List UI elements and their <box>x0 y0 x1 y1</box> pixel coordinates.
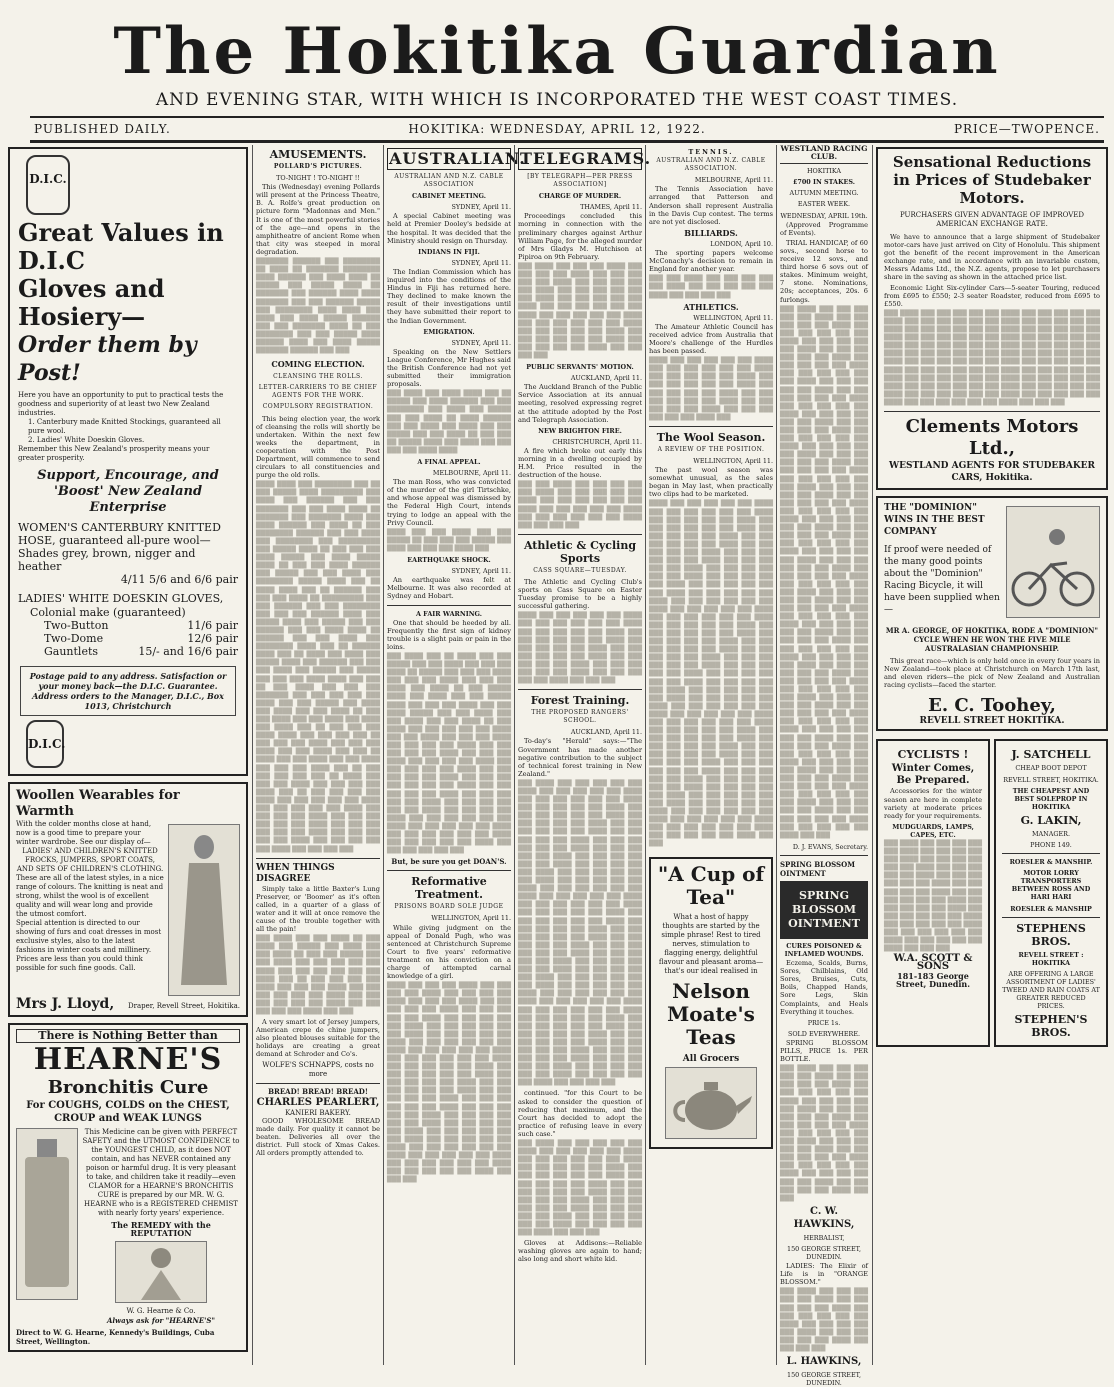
amusements-sub: POLLARD'S PICTURES. <box>273 163 363 170</box>
subhead: NEW BRIGHTON FIRE. <box>538 426 622 435</box>
medicine-bottle-icon <box>17 1129 77 1299</box>
dateline: AUCKLAND, April 11. <box>570 374 642 383</box>
hearne-sub: Bronchitis Cure <box>47 1077 209 1099</box>
subhead: A FINAL APPEAL. <box>417 458 481 466</box>
racing-date: WEDNESDAY, APRIL 19th. <box>780 211 868 220</box>
story-body: A fire which broke out early this morning in a dwelling occupied by H.M. Price resulted in the destruction of the house. <box>518 446 642 480</box>
lakin-phone: PHONE 149. <box>1030 841 1072 849</box>
stephens-heading: STEPHEN'S BROS. <box>1014 1013 1088 1040</box>
subhead: INDIANS IN FIJI. <box>418 247 480 256</box>
racing-place: HOKITIKA <box>806 167 842 176</box>
jumpers-notice: A very smart lot of Jersey jumpers, American crepe de chine jumpers, also pleated blouses suitable for the holidays are creating a great demand at Schroder and Co's. <box>256 1018 380 1059</box>
teapot-illustration <box>665 1067 757 1139</box>
hearne-advert <box>8 1023 248 1352</box>
spring-sold: SOLD EVERYWHERE. <box>787 1029 861 1038</box>
when-body: Simply take a little Baxter's Lung Preserver, or 'Boomer' as it's often called, in a quarter of a glass of water and it will at once remove the cause of the trouble together with all the pain! <box>256 884 380 934</box>
body-text-filler: ███ ████ ███ ███ ███ ████ ███ ███ ███ ███ ████ ███ ███ ███ ███ ███ ████ ███ ███ ███ ███ ███ ████ ███ ███ ███ ███ ███ ███ ████ ███ ███ ███ ███ ███ ████ ███ ███ ███ ███ ███ ███ ████ ███ ███ ███ ███ ███ ████ ███ ███ ███ ███ ███ ███ ████ ███ ███ ███ ███ ███ ████ ███ ███ ███ ███ ███ ███ ████ ███ ███ ███ ███ ███ ████ ███ ███ ███ ███ <box>518 262 642 359</box>
column-2 <box>256 145 380 1365</box>
separator <box>649 426 773 427</box>
dic-headline-1: Great Values in D.I.C <box>18 218 224 275</box>
dateline: LONDON, April 10. <box>710 239 773 248</box>
story-body: Speaking on the New Settlers League Conference, Mr Hughes said the British Conference had not yet submitted their immigration proposals. <box>387 347 511 389</box>
satchell-sub: CHEAP BOOT DEPOT <box>1015 764 1087 773</box>
hearne-for: For COUGHS, COLDS on the CHEST, CROUP and WEAK LUNGS <box>26 1100 230 1125</box>
dominion-more: This great race—which is only held once in every four years in New Zealand—took place at Christchurch on March 17th last, and eleven riders—the pick of New Zealand and Australian racing cyclists—faced the starter. <box>884 656 1100 690</box>
hearne-top: There is Nothing Better than <box>16 1029 240 1043</box>
story-body: The Amateur Athletic Council has received advice from Australia that Moore's challenge of the Hurdles has been passed. <box>649 322 773 356</box>
body-text-filler: ███████ ██████ ███ ████████ ██ ████ ██ ███████ ████████ ████ ██████ ███ ████ ████ ██ █████ ███ █████ ████ ██ ███████ ███ ██████ ████ ████ ███████ ███ ███ ██████ █████ ███ ████████ ████ ████ ███ ████ ███ ████ █████ ██████ ███ ███ ███████ ████ ██ ███ ████████ ███ ███ █████ ████ ██████ ████ ███ ████ █████ ███████ ██████ ███ ███ <box>256 258 380 355</box>
spring-pills: SPRING BLOSSOM PILLS, PRICE 1s. PER BOTTLE. <box>780 1038 868 1064</box>
bicycle-icon <box>1007 507 1099 617</box>
hearne-company: W. G. Hearne & Co. <box>126 1307 196 1316</box>
column-rule <box>514 145 515 1365</box>
coming-election: COMING ELECTION. <box>271 359 365 370</box>
bread-heading: BREAD! BREAD! BREAD! <box>268 1086 368 1096</box>
dateline: THAMES, April 11. <box>580 203 642 212</box>
hawkins-ladies: LADIES: The Elixir of Life is in "ORANGE BLOSSOM." <box>780 1262 868 1287</box>
lloyd-advert <box>8 782 248 1017</box>
studebaker-sub: PURCHASERS GIVEN ADVANTAGE OF IMPROVED AMERICAN EXCHANGE RATE. <box>899 211 1085 228</box>
dic-support: Support, Encourage, and 'Boost' New Zealand Enterprise <box>37 468 219 515</box>
body-text-filler: ████ ███ ███ ███ ███ ███ ████ ███ ███ ███ ███ ███ ███ ████ ███ ███ ███ ███ ███ ████ ███ ███ ███ ███ ███ ███ ████ ███ ███ ███ ███ ███ ████ ███ ███ ███ ███ ███ ███ ████ ███ ███ ███ ███ ███ ████ ███ ███ ███ ███ ███ ███ ████ ███ <box>649 357 773 421</box>
newspaper-page <box>8 144 1108 1387</box>
hearne-ask: Always ask for "HEARNE'S" <box>106 1316 216 1326</box>
wool-body: The past wool season was somewhat unusual, as the sales began in May last, when practically two clips had to be marketed. <box>649 466 773 499</box>
dic-item-2: 2. Ladies' White Doeskin Gloves. <box>28 436 145 444</box>
dateline: MELBOURNE, April 11. <box>432 469 511 478</box>
scott-address: 181-183 George Street, Dunedin. <box>895 970 971 989</box>
separator <box>518 689 642 690</box>
reformative-sub: PRISONS BOARD SOLE JUDGE <box>394 903 504 911</box>
dic-gloves-row: Two-Button 11/6 pair <box>44 619 238 632</box>
subhead: CHARGE OF MURDER. <box>538 192 622 201</box>
body-text-filler: ████ ███ ███ ████ ███ ███ █████ ██ ███ ███ ███ █████ ███ ████ ███ ███ ███ ████ ███ <box>387 528 511 552</box>
cable-association: AUSTRALIAN AND N.Z. CABLE ASSOCIATION <box>394 173 504 189</box>
body-text-filler: ████ ███ ███ ███ ███ ███ ████ ███ ███ ███ ███ ███ ███ ████ ███ ███ ███ ███ ███ ████ ███ ███ ███ ███ ███ ███ ████ ███ ███ ███ ███ ███ ████ ███ ███ ███ ███ ███ ███ ████ ███ ███ ███ ███ ███ ████ ███ ███ ███ ███ ███ ███ ████ ███ ███ ███ ███ ███ ████ ███ ███ ███ ███ ███ ███ ████ ███ ███ ███ ███ ███ ████ ███ ███ ███ ███ ███ ███ ████ ███ ███ ███ ███ ███ ████ ███ ███ ███ ███ ███ ███ ████ ███ ███ ███ ███ ███ ████ ███ ███ ███ ███ ███ ███ ████ ███ ███ ███ ███ ███ ████ ███ ███ ███ ███ ███ ███ ████ ███ ███ ███ ███ ███ ████ ███ ███ ███ ███ ███ ███ ████ ███ ███ ███ ███ ███ ████ ███ ███ ███ ███ ███ ███ ████ ███ ███ ███ ███ ███ ████ ███ ███ ███ ███ ███ ███ ████ ███ ███ ███ ███ ███ ████ ███ ███ ███ ███ ███ ███ ████ ███ ███ ███ ███ ███ ████ ███ ███ ███ ███ ███ ███ ████ ███ ███ ███ ███ ███ ████ ███ ███ ███ ███ ███ ███ ████ ███ ███ ███ ███ ███ ████ ███ ███ ███ ███ ███ ███ ████ ███ ███ ███ ███ ███ ████ ███ ███ ███ ███ ███ ███ ████ ███ ███ ███ ███ ███ ████ ███ ███ ███ ███ ███ ███ ████ ███ ███ ███ ███ ███ ████ ███ ███ ███ ███ ███ ███ ████ ███ ███ ███ ███ ███ ████ ███ ███ ███ ███ ███ ███ ████ ███ ███ ███ ███ ███ ████ ███ ███ ███ ███ ███ ███ ████ ███ ███ ███ ███ ███ ████ ███ ███ ███ ███ ███ ███ ████ ███ ███ ███ ███ ███ ████ ███ ███ <box>649 500 773 848</box>
clements-sub: WESTLAND AGENTS FOR STUDEBAKER CARS, Hokitika. <box>888 460 1096 483</box>
clements-motors: Clements Motors Ltd., <box>905 415 1079 459</box>
spring-blossom-heading: SPRING BLOSSOM OINTMENT <box>780 859 855 878</box>
dic-hose-head: WOMEN'S CANTERBURY KNITTED HOSE, guaranteed all-pure wool— <box>18 521 221 547</box>
story-body: A special Cabinet meeting was held at Premier Dooley's bedside at the hospital. It was decided that the Ministry should resign on Thursday. <box>387 212 511 245</box>
dic-badge-icon: D.I.C. <box>26 720 64 768</box>
dateline: SYDNEY, April 11. <box>451 338 511 347</box>
nelson-moate-teas: Nelson Moate's Teas <box>667 978 755 1049</box>
dic-gloves-row: Two-Dome 12/6 pair <box>44 632 238 645</box>
tea-body: What a host of happy thoughts are started by the simple phrase! Rest to tired nerves, stimulation to flagging energy, delightful flavour and pleasant aroma—that's our ideal realised in <box>658 912 764 975</box>
column-7 <box>876 145 1108 1365</box>
wool-heading: The Wool Season. <box>656 430 766 444</box>
lakin-manager: MANAGER. <box>1032 829 1070 838</box>
hawkins-herbalist: HERBALIST, <box>803 1233 845 1242</box>
column-6 <box>780 144 868 1387</box>
lady-figure-icon <box>116 1242 206 1302</box>
hawkins-street: 150 GEORGE STREET, DUNEDIN. <box>787 1244 861 1261</box>
satchell-advert <box>994 739 1108 1047</box>
baker-name: CHARLES PEARLERT, <box>256 1096 380 1108</box>
forest-heading: Forest Training. <box>530 694 630 708</box>
lakin-name: G. LAKIN, <box>1020 813 1082 827</box>
separator <box>387 870 511 871</box>
amusements-heading: AMUSEMENTS. <box>269 148 367 161</box>
studebaker-advert <box>876 147 1108 490</box>
lloyd-name: Mrs J. Lloyd, <box>16 996 115 1012</box>
column-rule <box>252 145 253 1365</box>
story-body: The sporting papers welcome McConachy's decision to remain in England for another year. <box>649 249 773 274</box>
dominion-proof: If proof were needed of the many good points about the "Dominion" Racing Bicycle, it will have been supplied when— <box>884 544 1000 615</box>
letter-carriers: LETTER-CARRIERS TO BE CHIEF AGENTS FOR THE WORK. <box>258 384 378 400</box>
cheapest: THE CHEAPEST AND BEST SOLEPROP IN HOKITIKA <box>1012 786 1090 811</box>
body-text-filler: ███ ████ ███ ███ ███ ███ ███ ████ ███ ███ ███ ███ ███ ████ ███ ███ ███ ███ ███ ███ ████ ███ ███ ███ ███ ███ ████ ███ ███ ███ ███ ███ ███ ████ ███ ███ ███ ███ ███ ████ ███ ███ ███ ███ ███ ███ ████ ███ ███ ███ ███ ███ ████ ███ ███ ███ ███ ███ ███ ████ ███ ███ ███ ███ ███ ████ ███ ███ ███ ███ ███ ███ ████ ███ ███ ███ ███ ███ ████ ███ ███ <box>780 1065 868 1202</box>
dateline: AUCKLAND, April 11. <box>570 728 642 737</box>
woollen-prices: Prices are less than you could think possible for such fine goods. Call. <box>16 955 143 972</box>
body-text-filler: ███ ████ ███ ███ ███ ███ ███ ████ ███ ███ ███ ███ ███ ████ ███ ███ ███ ███ ███ ███ ████ ███ ███ ███ ███ ███ ████ ███ ███ ███ ███ ███ ███ ████ ███ ███ ███ ███ ███ ████ ███ ███ ███ ███ ███ ███ ████ ███ ███ ███ ███ ███ ████ ███ ███ ███ ███ ███ ███ ████ ███ ███ ███ ███ ███ ████ ███ ███ ███ ███ ███ ███ ████ ███ ███ ███ ███ ███ ████ ███ ███ ███ ███ ███ ███ ████ ███ ███ ███ ███ ███ ████ ███ ███ ███ ███ ███ ███ ████ ███ ███ ███ ███ ███ ████ ███ ███ ███ ███ ███ ███ ████ ███ ███ ███ ███ ███ ████ ███ ███ ███ ███ ███ ███ ████ ███ ███ ███ ███ ███ ████ ███ ███ ███ ███ ███ ███ ████ ███ ███ ███ ███ ███ ████ ███ ███ ███ ███ ███ ███ ████ ███ ███ ███ <box>884 309 1100 406</box>
dic-advert <box>8 147 248 776</box>
spring-body: Eczema, Scalds, Burns, Sores, Chilblains, Old Sores, Bruises, Cuts, Boils, Chapped Hands, Sore Legs, Skin Complaints, and Heals Everything it touches. <box>780 959 868 1016</box>
dic-gloves-make: Colonial make (guaranteed) <box>30 606 186 619</box>
woollen-body: With the colder months close at hand, now is a good time to prepare your winter wardrobe. See our display of— <box>16 820 152 846</box>
column-5 <box>649 145 773 1365</box>
column-3 <box>387 145 526 1365</box>
story-body: The Indian Commission which has inquired into the conditions of the Hindus in Fiji has returned here. They declined to make known the result of their investigations until they have submitted their report to the Indian Government. <box>387 267 511 325</box>
body-text-filler: ███ ████ ███ ██ ████ ███ ███ █████ ███ ███ ████ ███ ███ ███ ████ ██ █████ ███ ███ ███ ████ ███ ███ ███ ████ ███ ███ ███ ████ ███ ████ ██ ███ █████ ████ ███ ████ ███ ███ █████ ████ ███ ███ ███ ████ ███ ███ ████ █████ ███ ███ ████ ███ ███ ████ ███ ███ ████ ██ ███ ████ ███ ███ ███ ███ ███ ████ ███ ███ ████ ███ ███ ███ ████ ███ ███ ███ ███ ████ ███ ███ ███ ███ ███ ████ ███ ███ ███ ████ ███ ███ ███ ███ ████ ███ ███ ███ ███ ███ ████ ███ ███ ███ ███ ███ ████ ███ ███ ███ ███ ███ ███ ███ ████ ███ ███ ███ ███ ███ ████ ███ ███ ███ ███ ███ ████ ███ ███ ███ ███ ███ ███ ████ ███ ███ ███ ███ ████ ███ ███ ███ ███ ███ ███ ████ ███ ███ ███ ███ ███ ████ ███ ███ ███ ███ ███ ███ ████ ███ ███ ███ ███ ███ ████ ███ ███ ███ ███ ███ ███ <box>387 652 511 855</box>
column-rule <box>645 145 646 1365</box>
telegrams-heading: TELEGRAMS. <box>520 149 652 168</box>
hearne-remedy: The REMEDY with the REPUTATION <box>111 1220 211 1239</box>
separator <box>1002 917 1100 918</box>
published-daily: PUBLISHED DAILY. <box>34 122 171 136</box>
racing-events-head: (Approved Programme of Events). <box>780 220 868 237</box>
dic-badge-icon: D.I.C. <box>26 155 70 215</box>
addisons-gloves: Gloves at Addisons:—Reliable washing gloves are again to hand; also long and short white kid. <box>518 1239 642 1264</box>
story-body: An earthquake was felt at Melbourne. It was also recorded at Sydney and Hobart. <box>387 576 511 601</box>
satchell-address: REVELL STREET, HOKITIKA. <box>1003 775 1099 784</box>
forest-sub: THE PROPOSED RANGERS' SCHOOL. <box>531 709 629 725</box>
spring-cures: CURES POISONED & INFLAMED WOUNDS. <box>784 941 864 958</box>
racing-club-heading: WESTLAND RACING CLUB. <box>780 145 868 164</box>
winter-heading: Winter Comes, Be Prepared. <box>891 763 975 787</box>
press-association: [BY TELEGRAPH—PER PRESS ASSOCIATION] <box>527 173 633 189</box>
separator <box>387 605 511 606</box>
dic-postage: Postage paid to any address. Satisfaction or your money back—the D.I.C. Guarantee. Address orders to the Manager, D.I.C., Box 1013, Christchurch <box>20 666 236 716</box>
separator <box>1002 853 1100 854</box>
subhead: CABINET MEETING. <box>412 192 486 201</box>
separator <box>256 858 380 859</box>
dic-item-1: 1. Canterbury made Knitted Stockings, guaranteed all pure wool. <box>28 418 221 435</box>
hawkins-name: L. HAWKINS, <box>786 1356 862 1368</box>
dateline: SYDNEY, April 11. <box>451 258 511 267</box>
toohey-address: REVELL STREET HOKITIKA. <box>919 716 1065 727</box>
racing-secretary: D. J. EVANS, Secretary. <box>792 842 868 851</box>
subhead: PUBLIC SERVANTS' MOTION. <box>526 363 634 372</box>
athletic-heading: Athletic & Cycling Sports <box>523 538 637 565</box>
woman-figure-icon <box>169 825 239 995</box>
cyclists-advert <box>876 739 990 1047</box>
stephens-heading: STEPHENS BROS. <box>1016 921 1086 948</box>
racing-meeting: AUTUMN MEETING. <box>789 189 859 198</box>
dateline: WELLINGTON, April 11. <box>431 914 511 923</box>
cyclist-illustration <box>1006 506 1100 618</box>
compulsory-registration: COMPULSORY REGISTRATION. <box>262 403 374 411</box>
woollen-attention: Special attention is directed to our showing of furs and coat dresses in most exclusive styles, also to the latest fashions in winter coats and millinery. <box>16 919 162 954</box>
separator <box>884 411 1100 412</box>
dic-hose-price: 4/11 5/6 and 6/6 pair <box>120 573 238 586</box>
hearne-name: HEARNE'S <box>33 1042 223 1078</box>
body-text-filler: ███ ███ ████ ███ ███ ███ ███ ███ ████ ███ ███ ███ ███ ███ ████ ███ ███ ███ ███ ███ ███ ████ ███ ███ ███ ███ ███ ████ ███ ███ ███ ███ ███ ███ ████ ███ ███ ███ ███ <box>518 481 642 529</box>
masthead-rule-bottom <box>30 140 1104 143</box>
stephens-address: REVELL STREET : HOKITIKA <box>1018 950 1084 967</box>
body-text-filler: ███ ████ ███ ███ ███ ███ ███ ████ ███ ███ ███ ███ ███ ████ ███ ███ ███ ███ ███ ███ ████ ███ ███ ███ ███ ███ ████ ███ ███ ███ ███ ███ ███ ████ ███ ███ ███ ███ ███ ████ ███ ███ ███ ███ ███ ███ ████ ███ ███ ███ ███ ███ ████ ███ ███ ███ ███ ███ ███ ████ ███ ███ ███ ███ ███ ████ ███ ███ ███ ███ ███ ███ ████ ███ ███ ███ ███ ███ ████ ███ ███ ███ ███ ███ ███ ████ ███ ███ ███ ███ ███ ████ ███ ███ ███ ███ ███ ███ ████ ███ ███ ███ ███ ███ ████ ███ ███ ███ ███ ███ ███ ████ ███ ███ ███ ███ ███ ████ ███ ███ ███ ███ ███ ███ ████ ███ ███ ███ ███ ███ ████ ███ ███ ███ ███ ███ ███ ████ ███ ███ ███ ███ ███ ████ ███ ███ ███ ███ ███ ███ ████ ███ ███ ███ ███ ███ ████ ███ ███ ███ ███ ███ ███ ████ ███ ███ ███ ███ ███ ████ ███ ███ ███ ███ ███ ███ ████ ███ ███ ███ ███ ███ ████ ███ ███ ███ ███ ███ ███ ████ ███ ███ ███ ███ ███ ████ ███ ███ ███ ███ ███ ███ ████ ███ ███ ███ ███ ███ ████ ███ ███ ███ ███ ███ ███ ████ ███ ███ ███ ███ ███ ████ ███ ███ ███ ███ ███ ███ ████ ███ ███ ███ ███ ███ ████ ███ ███ ███ ███ ███ ███ ████ ███ ███ ███ ███ ███ ████ ███ ███ ███ ███ ███ ███ ████ ███ ███ ███ ███ ███ ████ ███ ███ ███ ███ ███ ███ ████ ███ ███ ███ ███ ███ ████ ███ ███ ███ ███ ███ ███ ████ ███ ███ ███ ███ ███ ████ ███ ███ ███ ███ ███ ███ ████ ███ ███ ███ ███ ███ ████ ███ ███ ███ ███ ███ ███ ████ ███ ███ ███ ███ ███ ████ ███ ███ ███ ███ ███ ███ ████ ███ ███ ███ ███ ███ ████ ███ ███ <box>780 305 868 839</box>
billiards-heading: BILLIARDS. <box>684 227 738 238</box>
dateline: SYDNEY, April 11. <box>451 203 511 212</box>
when-things-disagree: WHEN THINGS DISAGREE <box>256 862 335 884</box>
story-body: The Auckland Branch of the Public Service Association at its annual meeting, resolved expressing regret at the attitude adopted by the Post and Telegraph Association. <box>518 383 642 424</box>
stephens-body: ARE OFFERING A LARGE ASSORTMENT OF LADIES' TWEED AND RAIN COATS AT GREATER REDUCED PRICES. <box>1002 969 1100 1011</box>
body-text-filler: ███ ████ ███ ███ ███ ███ ███ ████ ███ ███ ███ ███ ███ ████ ███ ███ ███ ███ ███ ███ ████ ███ ███ ███ ███ ███ ████ ███ ███ ███ ███ ███ ███ ████ ███ ███ ███ ███ ███ ████ ███ ███ ███ ███ ███ ███ ████ ███ ███ ███ ███ ███ ████ ███ ███ ███ ███ ███ ███ ████ ███ ███ ███ ███ ███ ████ ███ ███ ███ ███ ███ ███ ████ ███ ███ ███ ███ ███ ████ ███ ███ ███ ███ ███ ███ ████ ███ ███ ███ ███ ███ ████ ███ ███ ███ ███ ███ ███ ████ ███ ███ ███ ███ ███ ████ ███ ███ ███ ███ ███ ███ ████ ███ ███ ███ ███ ███ ████ ███ ███ ███ ███ ███ ███ ████ ███ ███ ███ ███ ███ ████ ███ ███ ███ ███ ███ ███ ████ ███ ███ ███ ███ ███ ████ ███ ███ ███ ███ ███ ███ ████ ███ ███ ███ ███ ███ ████ ███ ███ ███ ███ ███ ███ ████ ███ ███ ███ ███ ███ ████ ███ ███ ███ ███ ███ ███ ████ ███ ███ ███ ███ ███ ████ ███ ███ ███ ███ ███ ███ ████ ███ ███ ███ ███ ███ ████ ███ ███ ███ ███ ███ ███ ████ ███ ███ ███ ███ ███ ████ ███ ███ ███ ███ ███ ███ ████ ███ ███ ███ ███ ███ ████ ███ ███ ███ ███ ███ ███ ████ ███ ███ ███ ███ ███ ████ ███ ███ ███ ███ ███ ███ ████ ███ ███ ███ ███ ███ ████ ███ ███ ███ ███ ███ ███ ████ ███ ███ ███ ███ ███ ████ ███ ███ ███ ███ <box>518 779 642 1087</box>
dateline: CHRISTCHURCH, April 11. <box>552 437 642 446</box>
tennis-heading: TENNIS. <box>688 148 734 156</box>
roesler-heading: ROESLER & MANSHIP <box>1010 904 1092 913</box>
coming-election-sub: CLEANSING THE ROLLS. <box>273 373 363 381</box>
mudguards: MUDGUARDS, LAMPS, CAPES, ETC. <box>892 822 974 839</box>
bakery-body: GOOD WHOLESOME BREAD made daily. For quality it cannot be beaten. Deliveries all over the district. Full stock of Xmas Cakes. All orders promptly attended to. <box>256 1116 380 1158</box>
body-text-filler: ███ ████ ███ ███ ███ ███ ███ ████ ███ ███ ███ ███ ███ ████ ███ ███ ███ ███ ███ ███ ████ ███ ███ ███ ███ ███ ████ ███ ███ ███ ███ ███ ███ ████ ███ ███ ███ ███ ███ ████ ███ ███ ███ ███ ███ ███ ████ ███ ███ ███ ███ ███ ████ ███ ███ ███ ███ ███ ███ ████ ███ ███ ███ ███ ███ ████ ███ ███ ███ ███ ███ ███ ████ ███ ███ ███ ███ ███ ████ ███ ███ ███ <box>884 840 982 953</box>
body-text-filler: ███ ████ ███ ███ ███ ███ ███ ████ ███ ███ ███ ███ ███ ████ ███ ███ ███ ███ ███ ███ ████ ███ ███ ███ ███ ███ ████ ███ ███ ███ ███ ███ ███ ████ ███ ███ ███ ███ <box>780 1288 868 1352</box>
dic-headline-3: Order them by Post! <box>18 332 197 386</box>
price: PRICE—TWOPENCE. <box>953 122 1100 136</box>
teapot-icon <box>666 1068 756 1138</box>
doans-heading: A FAIR WARNING. <box>416 609 482 618</box>
racing-easter: EASTER WEEK. <box>797 200 851 209</box>
dateline: HOKITIKA: WEDNESDAY, APRIL 12, 1922. <box>408 122 706 136</box>
column-rule <box>776 145 777 1365</box>
column-4 <box>518 145 652 1365</box>
column-1 <box>8 145 248 1365</box>
subhead: EMIGRATION. <box>423 327 475 336</box>
roesler-heading: ROESLER & MANSHIP. <box>1009 858 1093 867</box>
studebaker-light: Economic Light Six-cylinder Cars—5-seater Touring, reduced from £695 to £550; 2-3 seater Roadster, reduced from £695 to £550. <box>884 283 1100 308</box>
dic-intro: Here you have an opportunity to put to practical tests the goodness and superiority of at least two New Zealand industries. <box>18 391 224 417</box>
tea-advert <box>649 857 773 1149</box>
woollen-headline: Woollen Wearables for Warmth <box>16 788 180 819</box>
lloyd-address: Draper, Revell Street, Hokitika. <box>128 1002 240 1010</box>
reformative-heading: Reformative Treatment. <box>411 875 487 902</box>
story-body: continued. "for this Court to be asked to consider the question of reducing that maximum, and the Court has decided to adopt the practice of refusing leave in every such case." <box>518 1089 642 1138</box>
spring-price: PRICE 1s. <box>807 1018 841 1027</box>
body-text-filler: ███ ███ ████ ███ ███ ███ ███ ███ ████ ███ ███ ███ ███ ███ ████ ███ ███ ███ ███ <box>649 275 773 299</box>
athletics-heading: ATHLETICS. <box>683 301 739 312</box>
woollen-items: LADIES' AND CHILDREN'S KNITTED FROCKS, JUMPERS, SPORT COATS, AND SETS OF CHILDREN'S CLOTHING. <box>16 847 164 873</box>
amusements-body: This (Wednesday) evening Pollards will present at the Princess Theatre, B. A. Rolfe's great production on picture form "Madonnas and Men." It is one of the most powerful stories of the age—and opens in the amphitheatre of ancient Rome when that city was steeped in moral degradation. <box>256 183 380 256</box>
motor-lorry: MOTOR LORRY TRANSPORTERS BETWEEN ROSS AND HARI HARI <box>1011 869 1091 902</box>
bottle-illustration <box>16 1128 78 1300</box>
cup-of-tea-heading: "A Cup of Tea" <box>657 861 765 909</box>
story-body: The Tennis Association have arranged that Patterson and Anderson shall represent Australia in the Davis Cup contest. The terms are not yet disclosed. <box>649 185 773 226</box>
separator <box>780 855 868 856</box>
satchell-name: J. SATCHELL <box>1011 748 1091 762</box>
scott-name: W.A. SCOTT & SONS <box>893 953 973 973</box>
masthead-rule-top <box>30 116 1104 118</box>
body-text-filler: ████ ███ ███ ███ ███ ███ ████ ███ ███ ███ ███ ███ ███ ████ ███ ███ ███ ███ ███ ████ ███ ███ ███ ███ ███ ███ ████ ███ ███ ███ ███ ███ ████ ███ ███ ███ ███ ███ ███ ████ ███ ███ ███ ███ ███ ████ ███ ███ ███ ███ ███ ███ ████ ███ ███ ███ ███ ███ ████ ███ ███ ███ <box>518 612 642 685</box>
newspaper-title: The Hokitika Guardian <box>113 14 1001 89</box>
newspaper-subtitle: AND EVENING STAR, WITH WHICH IS INCORPORATED THE WEST COAST TIMES. <box>155 90 959 110</box>
body-text-filler: ███ ████ ███ ███ ███ ███ ███ ████ ███ ███ ███ ███ ███ ████ ███ ███ ███ ███ ███ ███ ████ ███ ███ ███ ███ ███ ████ ███ ███ ███ ███ ███ ███ ████ ███ ███ ███ ███ ███ ████ ███ ███ ███ ███ ███ ███ ████ ███ ███ ███ ███ ███ ████ ███ ███ ███ ███ ███ ███ ████ ███ ███ ███ ███ ███ ████ ███ ███ ███ ███ ███ ███ ████ ███ ███ ███ ███ ███ ████ ███ ███ ███ <box>518 1140 642 1237</box>
body-text-filler: ███ ████ ███ ███ ████ ██ ███ ████ ███ █████ ███ ████ ███ ███ ████ ██ ███ ███ █████ ███ ███ ████ ███ ███ ███ ███ ███ ████ ███ ███ ███ ███ ███ ███ ████ ███ ██ ███ ███ ███ ███ ████ ███ ███ ███ ████ ███ ███ ███ ███ ███ ███ ████ ███ ███ ███ ███ ███ ███ ████ ███ ███ ███ ███ ███ ████ ███ ███ <box>256 935 380 1015</box>
cable-association: AUSTRALIAN AND N.Z. CABLE ASSOCIATION. <box>656 157 766 173</box>
woman-illustration <box>168 824 240 996</box>
schnapps: WOLFE'S SCHNAPPS, costs no more <box>262 1060 374 1078</box>
studebaker-body: We have to announce that a large shipment of Studebaker motor-cars have just arrived on City of Honolulu. This shipment got the benefit of the recent improvement in the American exchange rate, and in accordance with an invariable custom, Messrs Adams Ltd., the N.Z. agents, propose to let purchasers share in the saving as shown in the attached price list. <box>884 233 1100 282</box>
dominion-heading: THE "DOMINION" WINS IN THE BEST COMPANY <box>884 502 985 537</box>
story-body: Proceedings concluded this morning in connection with the preliminary charges against Arthur William Page, for the alleged murder of Mrs Gladys M. Hutchison at Pipiroa on 9th February. <box>518 212 642 261</box>
spring-blossom-banner: SPRING BLOSSOM OINTMENT <box>780 881 868 939</box>
athletic-body: The Athletic and Cycling Club's sports on Cass Square on Easter Tuesday promise to be a highly successful gathering. <box>518 577 642 611</box>
toohey-name: E. C. Toohey, <box>928 695 1056 717</box>
reformative-body: While giving judgment on the appeal of Donald Pugh, who was sentenced at Christchurch Supreme Court to five years' reformative treatment on his conviction on a charge of attempted carnal knowledge of a girl. <box>387 923 511 981</box>
dateline: MELBOURNE, April 11. <box>694 176 773 185</box>
body-text-filler: ████ ████ ███ ████████ ███ ██ ███ █████ ████ █████████ ███ ████ ███ ██████ ███ ███ ███████ ███ ███ ████ ████ ██ ███████ ███ ███████ ████ ███ ████ ██████ ███ ████ ██ ███ ████████ ██████ ███ ███ ████ ███ ████████ ███ █████████ ███ █████ ████ ██ ███ ███ ███ ████ █████ ███ ████ █████ ████ ██ ███ ███ ████ ██████ ███ █████ ███ ███ ████ ███ ████████ █████ ████ ███ ██ ████ ████ ███ ██ ██████ ███ ███ ███ ████ ██ █████████ ███ ███ ██████ ███ ███ ████████ ███ ███ ███ ██████ ████ ███ █████ ████ ███ █████ ███ ███ ██████ ███ ███ ████ ████ ██ ██████ ███ ███ ████ ███ ████████ ████ ███ ██ ██████ ████ ███ ██ ████ ███ ████ ███ █████ ████ ███ ██████ ███ ███ ███ ████ ███ █████ ███ █████ ███ ███ ███ ████ ████ ███ ███ ██ ███ ████ ███ ███ ███ ███████ ███ ███ ███ ███ ███ ████ ███ ███ █████ ███ ████ ███ ████ ███ ███ ████ ██ ███ ███ ████ ███ ███ ████ ███ ████ ███ ████ ███ ██ ███ ███ ███ ████ ████ ███ ███ ███ ███ ██ ███ ███ ███ ████ ███ ███ ███ ████ ███ ███ ████ ███ ███ ██ ████ ███ ███ ████ ███ ███ ████ ███ ███ ███ ████ ███ ██ ███ ███ ███ ███ ███ ██ ████ ███ ███ ███ ████ ███ ███ ███ ███ ████ ███ ██ ███ ███ ███ ███ ████ ███ ███ ███ ███ ███ ████ ███ ███ ███ ███ ███ ████ ███ ███ ███ ███ ████ ███ ███ ███ ███ ███ ███ ████ ███ ███ ███ ███ ███ ███ ████ ███ ███ ███ ███ ███ ████ ███ ███ ███ ███ ███ ████ ███ ███ ███ ███ <box>256 481 380 853</box>
column-rule <box>872 145 873 1365</box>
racing-events-body: TRIAL HANDICAP, of 60 sovs., second horse to receive 12 sovs., and third horse 6 sovs out of stakes. Minimum weight, 7 stone. Nominations, 20s; acceptances, 20s. 6 furlongs. <box>780 238 868 304</box>
woollen-more: These are all of the latest styles, in a nice range of colours. The knitting is neat and strong, whilst the wool is of excellent quality and will wear long and provide the utmost comfort. <box>16 874 164 918</box>
hearne-body: This Medicine can be given with PERFECT SAFETY and the UTMOST CONFIDENCE to the YOUNGEST CHILD, as it does NOT contain, and has NEVER contained any poison or harmful drug. It is very pleasant to take, and children take it readily—even CLAMOR for a HEARNE'S BRONCHITIS CURE is prepared by our MR. W. G. HEARNE who is a REGISTERED CHEMIST with nearly forty years' experience. <box>82 1128 240 1218</box>
athletic-sub: CASS SQUARE—TUESDAY. <box>533 566 627 574</box>
dic-headline-2: Gloves and Hosiery— <box>18 274 165 331</box>
studebaker-headline: Sensational Reductions in Prices of Studebaker Motors. <box>892 153 1092 207</box>
all-grocers: All Grocers <box>682 1053 740 1064</box>
forest-body: To-day's "Herald" says:—"The Government has made another negative contribution to the subject of technical forest training in New Zealand." <box>518 737 642 778</box>
separator <box>518 534 642 535</box>
cyclists-heading: CYCLISTS ! <box>897 748 969 762</box>
australian-heading: AUSTRALIAN. <box>389 149 526 168</box>
dic-gloves-head: LADIES' WHITE DOESKIN GLOVES, <box>18 592 224 605</box>
doans-close: But, be sure you get DOAN'S. <box>391 857 507 867</box>
story-body: The man Ross, who was convicted of the murder of the girl Tirtschke, and whose appeal was dismissed by the Federal High Court, intends trying to lodge an appeal with the Privy Council. <box>387 478 511 527</box>
dominion-body: MR A. GEORGE, OF HOKITIKA, RODE A "DOMINION" CYCLE WHEN HE WON THE FIVE MILE AUSTRALASIAN CHAMPIONSHIP. <box>885 625 1099 653</box>
bakery-name: KANIERI BAKERY. <box>285 1108 351 1117</box>
dominion-advert <box>876 496 1108 731</box>
subhead: EARTHQUAKE SHOCK. <box>407 556 491 565</box>
dic-remember: Remember this New Zealand's prosperity means your greater prosperity. <box>18 445 210 462</box>
hawkins-street: 150 GEORGE STREET, DUNEDIN. <box>787 1371 861 1387</box>
winter-body: Accessories for the winter season are here in complete variety at moderate prices ready for your requirements. <box>884 787 982 820</box>
election-body: This being election year, the work of cleansing the rolls will shortly be undertaken. Within the next few weeks the department, in cooperation with the Post Department, will commence to send circulars to all constituencies and purge the old rolls. <box>256 414 380 480</box>
amusements-tonight: TO-NIGHT ! TO-NIGHT !! <box>276 174 360 183</box>
doans-body: One that should be heeded by all. Frequently the first sign of kidney trouble is a slight pain or pain in the loins. <box>387 618 511 651</box>
lady-illustration <box>115 1241 207 1303</box>
masthead <box>0 0 1114 150</box>
column-rule <box>383 145 384 1365</box>
body-text-filler: ████ ███ ███ ███ ████ ███ ███ ███ ███ ████ ███ ███ ███ ███ ████ ███ ███ ███ ████ ███ ███ ███ ███ ███ ████ ███ ███ ███ ███ ███ ████ ███ ███ ███ ███ ███ ████ ███ ███ ███ ███ ███ ███ ████ ███ ███ ███ ███ ███ ████ ███ ███ ███ ███ ███ ███ ████ ███ ███ ███ ███ ███ ████ ███ ███ ███ ███ ███ ███ ████ ███ ███ ███ ███ ███ ████ ███ ███ ███ ███ ███ ███ ████ ███ ███ ███ ███ ███ ████ ███ ███ ███ ███ ███ ███ ████ ███ ███ ███ ███ ███ ████ ███ ███ ███ ███ ███ ███ ████ ███ ███ ███ ███ ███ ████ ███ ███ ███ ███ ███ ███ ████ ███ ███ ███ ███ ███ ████ ███ ███ ███ ███ ███ ███ ████ ███ ███ ███ ███ ███ ████ ███ ███ ███ ███ ███ ███ ████ ███ ███ ███ ███ ███ ████ ███ ███ ███ ███ ███ ███ ████ ███ ███ ███ ███ ███ ████ ███ ███ ███ <box>387 982 511 1184</box>
wool-sub: A REVIEW OF THE POSITION. <box>657 445 765 453</box>
racing-stakes: £700 IN STAKES. <box>792 178 856 187</box>
separator <box>256 1083 380 1084</box>
dateline: SYDNEY, April 11. <box>451 567 511 576</box>
dic-hose-shades: Shades grey, brown, nigger and heather <box>18 547 196 573</box>
dic-gloves-row: Gauntlets 15/- and 16/6 pair <box>44 645 238 658</box>
dateline: WELLINGTON, April 11. <box>693 457 773 465</box>
dateline: WELLINGTON, April 11. <box>693 313 773 322</box>
body-text-filler: ███ ████ ███ ████ ████ ███ ██ █████ ███ ████ ██████ ███ ███ ████████ ███ ████ ███ █████ ███ ███ ████ ██ ████ ██████ ███ ███ ████ ███ ████ ███ ███ █████ ███ ███ ████ ██ ███ ███ ██ █████ ████ ███ ████ ███ ███ ███ ███ ████ ████ <box>387 390 511 454</box>
hearne-footer: Direct to W. G. Hearne, Kennedy's Buildings, Cuba Street, Wellington. <box>16 1328 215 1347</box>
hawkins-name: C. W. HAWKINS, <box>793 1205 855 1230</box>
